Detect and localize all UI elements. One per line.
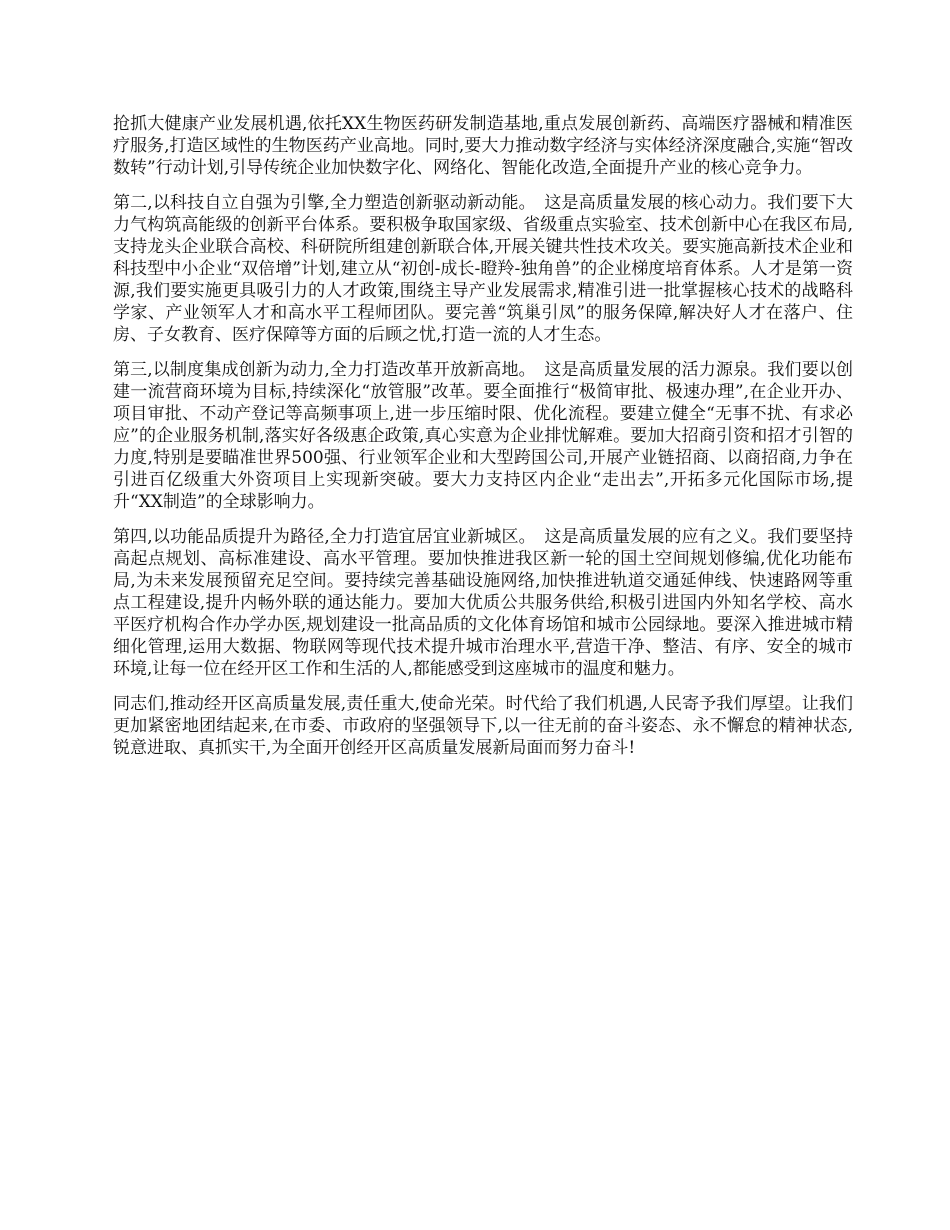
paragraph-innovation: 第二,以科技自立自强为引擎,全力塑造创新驱动新动能。 这是高质量发展的核心动力。我们要下大力气构筑高能级的创新平台体系。要积极争取国家级、省级重点实验室、技术创新中心在我区布局,支持龙头企业联合高校、科研院所组建创新联合体,开展关键共性技术攻关。要实施高新技术企业和科技型中小企业“双倍增”计划,建立从“初创-成长-瞪羚-独角兽”的企业梯度培育体系。人才是第一资源,我们要实施更具吸引力的人才政策,围绕主导产业发展需求,精准引进一批掌握核心技术的战略科学家、产业领军人才和高水平工程师团队。要完善“筑巢引凤”的服务保障,解决好人才在落户、住房、子女教育、医疗保障等方面的后顾之忧,打造一流的人才生态。 xyxy=(113,193,853,345)
paragraph-industry: 抢抓大健康产业发展机遇,依托XX生物医药研发制造基地,重点发展创新药、高端医疗器械和精准医疗服务,打造区域性的生物医药产业高地。同时,要大力推动数字经济与实体经济深度融合,实施“智改数转”行动计划,引导传统企业加快数字化、网络化、智能化改造,全面提升产业的核心竞争力。 xyxy=(113,114,853,178)
paragraph-closing: 同志们,推动经开区高质量发展,责任重大,使命光荣。时代给了我们机遇,人民寄予我们厚望。让我们更加紧密地团结起来,在市委、市政府的坚强领导下,以一往无前的奋斗姿态、永不懈怠的精神状态,锐意进取、真抓实干,为全面开创经开区高质量发展新局面而努力奋斗! xyxy=(113,694,853,758)
paragraph-reform: 第三,以制度集成创新为动力,全力打造改革开放新高地。 这是高质量发展的活力源泉。我们要以创建一流营商环境为目标,持续深化“放管服”改革。要全面推行“极简审批、极速办理”,在企业开办、项目审批、不动产登记等高频事项上,进一步压缩时限、优化流程。要建立健全“无事不扰、有求必应”的企业服务机制,落实好各级惠企政策,真心实意为企业排忧解难。要加大招商引资和招才引智的力度,特别是要瞄准世界500强、行业领军企业和大型跨国公司,开展产业链招商、以商招商,力争在引进百亿级重大外资项目上实现新突破。要大力支持区内企业“走出去”,开拓多元化国际市场,提升“XX制造”的全球影响力。 xyxy=(113,360,853,512)
document-body xyxy=(113,113,853,772)
paragraph-urban: 第四,以功能品质提升为路径,全力打造宜居宜业新城区。 这是高质量发展的应有之义。我们要坚持高起点规划、高标准建设、高水平管理。要加快推进我区新一轮的国土空间规划修编,优化功能布局,为未来发展预留充足空间。要持续完善基础设施网络,加快推进轨道交通延伸线、快速路网等重点工程建设,提升内畅外联的通达能力。要加大优质公共服务供给,积极引进国内外知名学校、高水平医疗机构合作办学办医,规划建设一批高品质的文化体育场馆和城市公园绿地。要深入推进城市精细化管理,运用大数据、物联网等现代技术提升城市治理水平,营造干净、整洁、有序、安全的城市环境,让每一位在经开区工作和生活的人,都能感受到这座城市的温度和魅力。 xyxy=(113,527,853,679)
